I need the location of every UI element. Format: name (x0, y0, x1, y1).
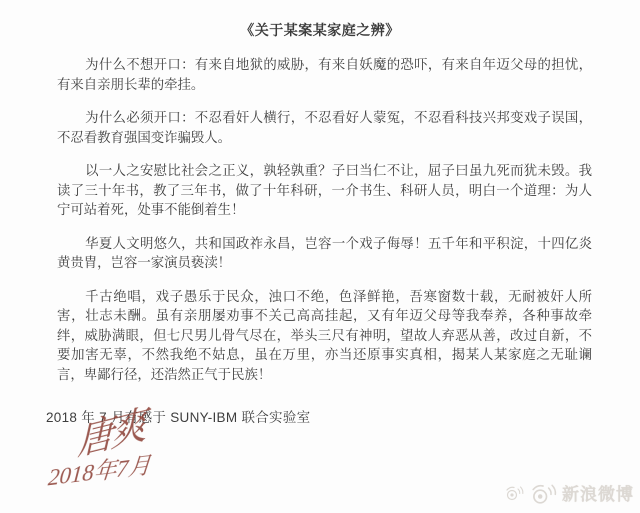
paragraph-resolve: 千古绝唱，戏子愚乐于民众，浊口不绝，色泽鲜艳，吾寒窗数十载，无耐被奸人所害，壮志未酬。虽有亲朋屡劝事不关己高高挂起，又有年迈父母等我奉养，各种事故牵绊，威胁满眼，但七尺男儿骨气尽在，举头三尺有神明，望故人弃恶从善，改过自新，不要加害无辜，不然我绝不姑息，虽在万里，亦当还原事实真相，揭某人某家庭之无耻谰言，卑鄙行径，还浩然正气于民族！ (57, 288, 592, 382)
weibo-eye-icon (504, 484, 524, 501)
signature-date: 2018年7月 (47, 452, 153, 491)
weibo-watermark (504, 480, 634, 505)
signature-name: 唐爽 (77, 404, 144, 465)
paragraph-justice: 以一人之安慰比社会之正义，孰轻孰重？子曰当仁不让，屈子曰虽九死而犹未毁。我读了三十年书，教了三年书，做了十年科研，一介书生、科研人员，明白一个道理：为人宁可站着死，处事不能倒着生！ (57, 163, 592, 217)
weibo-eye-icon (529, 481, 557, 505)
document-body (0, 40, 640, 426)
document-title: 《关于某案某家庭之辨》 (240, 24, 400, 39)
paragraph-why-not-speak: 为什么不想开口：有来自地狱的威胁，有来自妖魔的恐吓，有来自年迈父母的担忧，有来自亲朋长辈的牵挂。 (57, 57, 592, 92)
paragraph-huaxia: 华夏人文明悠久，共和国政祚永昌，岂容一个戏子侮辱！五千年和平积淀，十四亿炎黄贵胄，岂容一家演员亵渎！ (57, 235, 592, 270)
watermark-text: 新浪微博 (562, 485, 634, 504)
dateline: 2018 年 7 月有感于 SUNY-IBM 联合实验室 (46, 410, 311, 425)
paragraph-why-must-speak: 为什么必须开口：不忍看奸人横行，不忍看好人蒙冤，不忍看科技兴邦变戏子误国，不忍看教育强国变诈骗毁人。 (57, 110, 592, 145)
